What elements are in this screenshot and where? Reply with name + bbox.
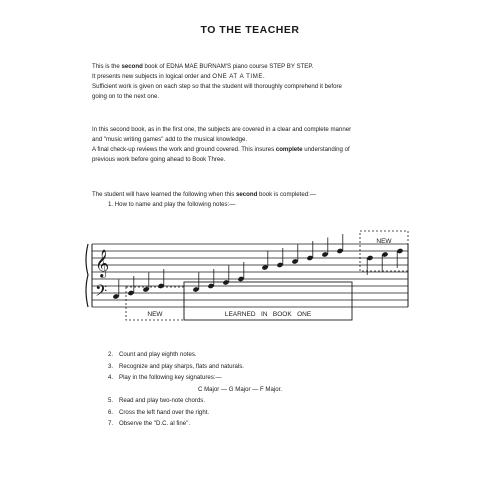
intro-line-1c: book of EDNA MAE BURNAM'S piano course STEP BY STEP.: [142, 63, 314, 70]
key-signatures-line: [108, 384, 408, 396]
intro-line-1a: This is the: [92, 63, 122, 70]
second-book-line-2: and "music writing games" add to the musical knowledge.: [92, 136, 248, 143]
learned-line-b: second: [235, 191, 258, 198]
second-book-line-1: In this second book, as in the first one, the subjects are covered in a clear and complete manner: [92, 126, 352, 133]
second-book-line-4: previous work before going ahead to Book Three.: [92, 156, 226, 163]
list-item-7: [108, 418, 408, 430]
second-book-line-3b: complete: [275, 146, 303, 153]
intro-line-4: going on to the next one.: [92, 93, 160, 100]
intro-paragraph: [92, 62, 422, 102]
brace-icon: [86, 244, 88, 307]
list-item-5: [108, 395, 408, 407]
second-book-paragraph: [92, 125, 422, 165]
list-number: 6.: [108, 408, 114, 416]
second-book-line-3c: understanding of: [302, 146, 350, 153]
list-item-1: 1. How to name and play the following notes:—: [108, 201, 236, 208]
list-number: 2.: [108, 351, 114, 358]
list-item-6: [108, 407, 408, 419]
treble-staff: [92, 244, 408, 272]
list-text: Play in the following key signatures:—: [119, 374, 222, 381]
list-text: C Major — G Major — F Major.: [198, 385, 282, 393]
list-number: 4.: [108, 374, 114, 381]
bass-clef-icon: 𝄢: [95, 282, 108, 304]
list-number: 7.: [108, 420, 114, 427]
list-text: Observe the "D.C. al fine".: [119, 420, 191, 427]
new-label-bottom: NEW: [147, 311, 163, 318]
intro-line-3: Sufficient work is given on each step so that the student will thoroughly comprehend it before: [92, 83, 342, 90]
skills-list: [108, 349, 408, 430]
list-text: Count and play eighth notes.: [119, 351, 197, 358]
intro-line-2b: ONE AT A TIME.: [212, 73, 266, 80]
list-text: Read and play two-note chords.: [119, 397, 206, 404]
intro-line-2a: It presents new subjects in logical order and: [92, 73, 213, 80]
new-label-top: NEW: [376, 238, 392, 245]
treble-clef-icon: 𝄞: [95, 249, 110, 277]
learned-line-a: The student will have learned the following when this: [92, 191, 236, 198]
list-item-4: [108, 372, 408, 384]
list-item-3: [108, 361, 408, 373]
grand-staff: [0, 228, 500, 328]
list-number: 5.: [108, 397, 114, 404]
intro-line-1b: second: [121, 63, 143, 70]
second-book-line-3a: A final check-up reviews the work and ground covered. This insures: [92, 146, 276, 153]
learned-line-c: book is completed:—: [257, 191, 316, 198]
learned-intro: [92, 190, 422, 210]
page-title: TO THE TEACHER: [200, 24, 300, 36]
learned-label: LEARNED IN BOOK ONE: [224, 311, 312, 318]
list-text: Recognize and play sharps, flats and naturals.: [119, 362, 244, 370]
list-number: 3.: [108, 362, 114, 370]
bass-staff: [92, 279, 408, 307]
list-item-2: [108, 349, 408, 361]
list-text: Cross the left hand over the right.: [119, 408, 210, 416]
